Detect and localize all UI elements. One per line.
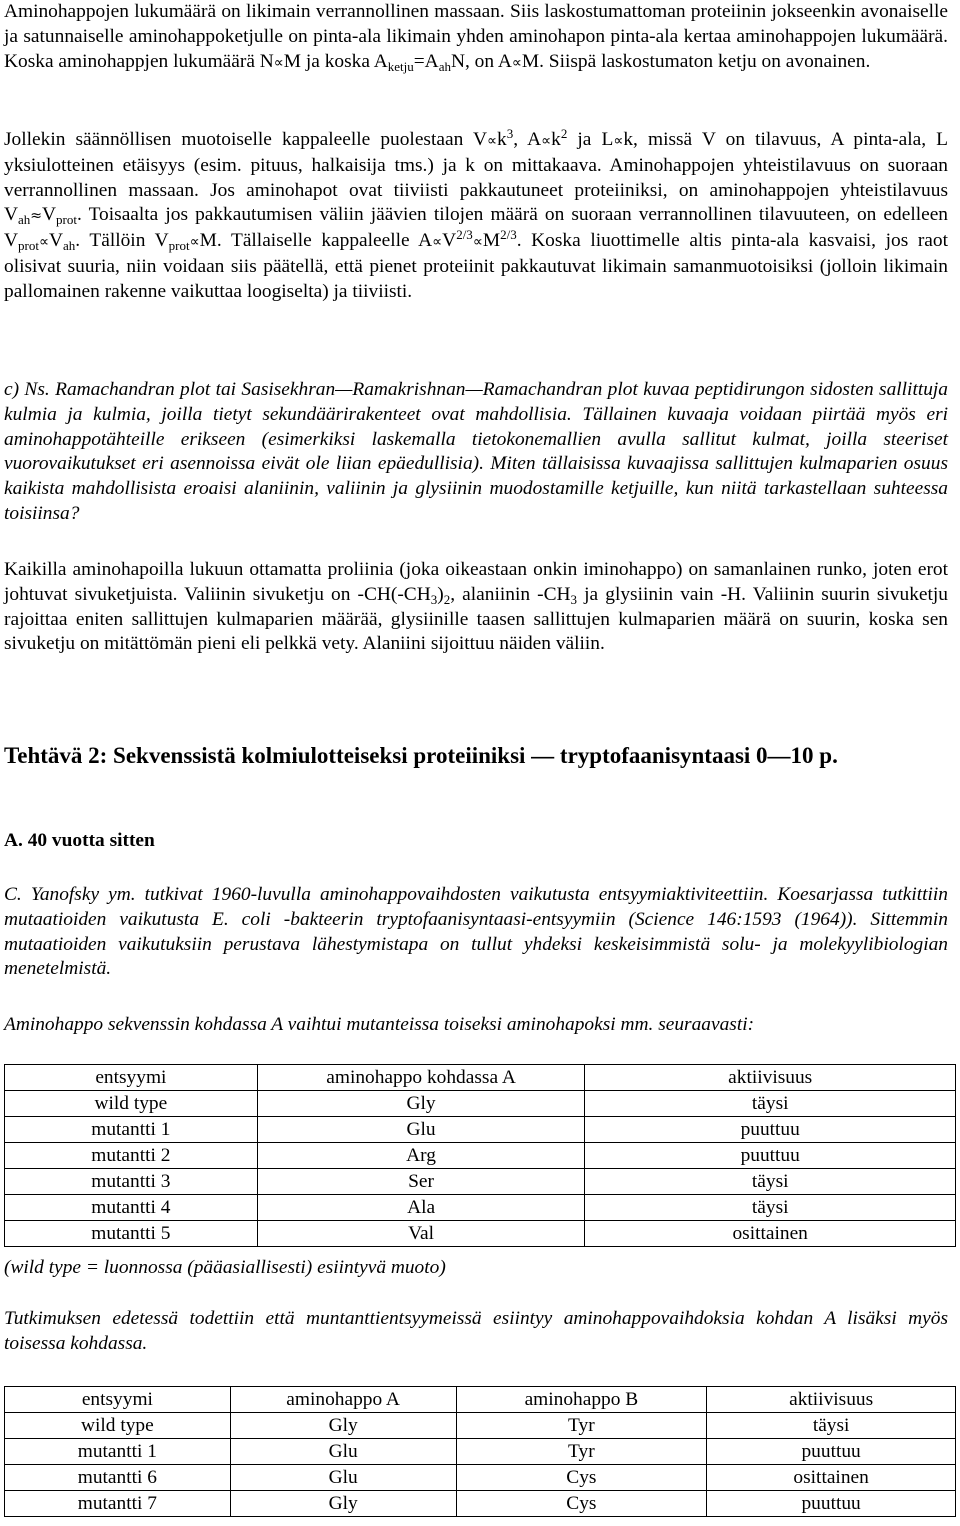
table-cell: Gly <box>230 1413 456 1439</box>
table-row <box>5 1439 956 1465</box>
section-subheading: A. 40 vuotta sitten <box>4 830 155 851</box>
table-cell: puuttuu <box>585 1143 956 1169</box>
paragraph-sequence-intro: Aminohappo sekvenssin kohdassa A vaihtui mutanteissa toiseksi aminohapoksi mm. seuraavasti: <box>4 1014 755 1035</box>
table-cell: mutantti 7 <box>5 1491 231 1517</box>
paragraph-ramachandran-answer: Kaikilla aminohapoilla lukuun ottamatta proliinia (joka oikeastaan onkin iminohappo) on samanlainen runko, joten erot johtuvat sivuketjuista. Valiinin sivuketju on $-CH(-CH_3)_2$, alaniinin $-CH_3$ ja glysiinin vain -H. Valiinin suurin sivuketju rajoittaa eniten sallittujen kulmaparien määrää, glysiinille taasen sallittujen kulmaparien määrä on suurin, koska sen sivuketju on mitättömän pieni eli pelkkä vety. Alaniini sijoittuu näiden väliin. <box>4 559 948 655</box>
table-cell: täysi <box>585 1195 956 1221</box>
table-row <box>5 1169 956 1195</box>
table-header-cell: entsyymi <box>5 1387 231 1413</box>
table-cell: wild type <box>5 1091 258 1117</box>
table-cell: Ala <box>257 1195 585 1221</box>
paragraph-mass-proportionality: Aminohappojen lukumäärä on likimain verrannollinen massaan. Siis laskostumattoman proteiinin jokseenkin avonaiselle ja satunnaiselle aminohappoketjulle on pinta-ala likimain yhden aminohapon pinta-ala kertaa aminohappojen lukumäärä. Koska aminohappjen lukumäärä N∝M ja koska $A_{ketju}=A_{ah}N$, on A∝M. Siispä laskostumaton ketju on avonainen. <box>4 1 948 74</box>
table-row <box>5 1413 956 1439</box>
table-cell: mutantti 3 <box>5 1169 258 1195</box>
table-cell: Cys <box>456 1491 707 1517</box>
table-header-cell: aminohappo A <box>230 1387 456 1413</box>
table-header-row <box>5 1065 956 1091</box>
paragraph-regular-body: Jollekin säännöllisen muotoiselle kappaleelle puolestaan $V\propto k^3$, $A\propto k^2$ ja L∝k, missä V on tilavuus, A pinta-ala, L yksiulotteinen etäisyys (esim. pituus, halkaisija tms.) ja k on mittakaava. Aminohappojen yhteistilavuus on suoraan verrannollinen massaan. Jos aminohapot ovat tiiviisti pakkautuneet proteiiniksi, on aminohappojen yhteistilavuus $V_{ah}\approx V_{prot}$. Toisaalta jos pakkautumisen väliin jäävien tilojen määrä on suoraan verrannollinen tilavuuteen, on edelleen $V_{prot}\propto V_{ah}$. Tällöin $V_{prot}\propto M$. Tällaiselle kappaleelle $A\propto V^{2/3}\propto M^{2/3}$. Koska liuottimelle altis pinta-ala kasvaisi, jos raot olisivat suuria, niin voidaan siis päätellä, että pienet proteiinit pakkautuvat likimain samanmuotoisiksi (jolloin likimain pallomainen rakenne vaikuttaa loogiselta) ja tiiviisti. <box>4 126 948 302</box>
paragraph-yanofsky: C. Yanofsky ym. tutkivat 1960-luvulla aminohappovaihdosten vaikutusta entsyymiaktiviteettiin. Koesarjassa tutkittiin mutaatioiden vaikutusta E. coli -bakteerin tryptofaanisyntaasi-entsyymiin (Science 146:1593 (1964)). Sittemmin mutaatioiden vaikutuksiin perustava lähestymistapa on tullut yhdeksi keskeisimmistä solu- ja molekyylibiologian menetelmistä. <box>4 884 948 980</box>
table-cell: Cys <box>456 1465 707 1491</box>
table-header-cell: aktiivisuus <box>585 1065 956 1091</box>
table-cell: Glu <box>230 1465 456 1491</box>
table-row <box>5 1221 956 1247</box>
table-cell: Gly <box>257 1091 585 1117</box>
table-row <box>5 1117 956 1143</box>
task-heading: Tehtävä 2: Sekvenssistä kolmiulotteiseksi proteiiniksi — tryptofaanisyntaasi 0—10 p. <box>4 743 838 768</box>
table-cell: Gly <box>230 1491 456 1517</box>
table-row <box>5 1465 956 1491</box>
table-cell: puuttuu <box>707 1491 956 1517</box>
table-cell: täysi <box>707 1413 956 1439</box>
table-header-row <box>5 1387 956 1413</box>
table-row <box>5 1143 956 1169</box>
table-cell: Glu <box>257 1117 585 1143</box>
table-cell: Glu <box>230 1439 456 1465</box>
table-row <box>5 1091 956 1117</box>
table-header-cell: entsyymi <box>5 1065 258 1091</box>
table-cell: puuttuu <box>707 1439 956 1465</box>
table-cell: osittainen <box>707 1465 956 1491</box>
wild-type-note: (wild type = luonnossa (pääasiallisesti) esiintyvä muoto) <box>4 1257 446 1278</box>
paragraph-second-site: Tutkimuksen edetessä todettiin että muntanttientsyymeissä esiintyy aminohappovaihdoksia kohdan A lisäksi myös toisessa kohdassa. <box>4 1308 948 1354</box>
table-cell: Tyr <box>456 1413 707 1439</box>
paragraph-ramachandran-question: c) Ns. Ramachandran plot tai Sasisekhran—Ramakrishnan—Ramachandran plot kuvaa peptidirungon sidosten sallittuja kulmia ja kulmia, joilla tietyt sekundäärirakenteet ovat mahdollisia. Tällainen kuvaaja voidaan piirtää myös eri aminohappotähteille erikseen (esimerkiksi laskemalla tietokonemallien avulla sallitut kulmat, joilla steeriset vuorovaikutukset eri asennoissa eivät ole liian epäedullisia). Miten tällaisissa kuvaajissa sallittujen kulmaparien osuus kaikista mahdollisista eroaisi alaniinin, valiinin ja glysiinin muodostamille ketjuille, kun niitä tarkastellaan suhteessa toisiinsa? <box>4 379 948 524</box>
table-cell: mutantti 5 <box>5 1221 258 1247</box>
table-cell: mutantti 1 <box>5 1117 258 1143</box>
mutation-table-a <box>4 1064 956 1247</box>
table-cell: mutantti 6 <box>5 1465 231 1491</box>
table-header-cell: aktiivisuus <box>707 1387 956 1413</box>
mutation-table-ab <box>4 1386 956 1517</box>
table-cell: täysi <box>585 1091 956 1117</box>
table-cell: puuttuu <box>585 1117 956 1143</box>
table-cell: mutantti 4 <box>5 1195 258 1221</box>
table-cell: mutantti 1 <box>5 1439 231 1465</box>
table-cell: Val <box>257 1221 585 1247</box>
table-cell: Arg <box>257 1143 585 1169</box>
table-cell: osittainen <box>585 1221 956 1247</box>
table-row <box>5 1195 956 1221</box>
table-cell: mutantti 2 <box>5 1143 258 1169</box>
table-cell: Ser <box>257 1169 585 1195</box>
table-cell: täysi <box>585 1169 956 1195</box>
table-row <box>5 1491 956 1517</box>
table-cell: Tyr <box>456 1439 707 1465</box>
table-header-cell: aminohappo kohdassa A <box>257 1065 585 1091</box>
table-cell: wild type <box>5 1413 231 1439</box>
table-header-cell: aminohappo B <box>456 1387 707 1413</box>
